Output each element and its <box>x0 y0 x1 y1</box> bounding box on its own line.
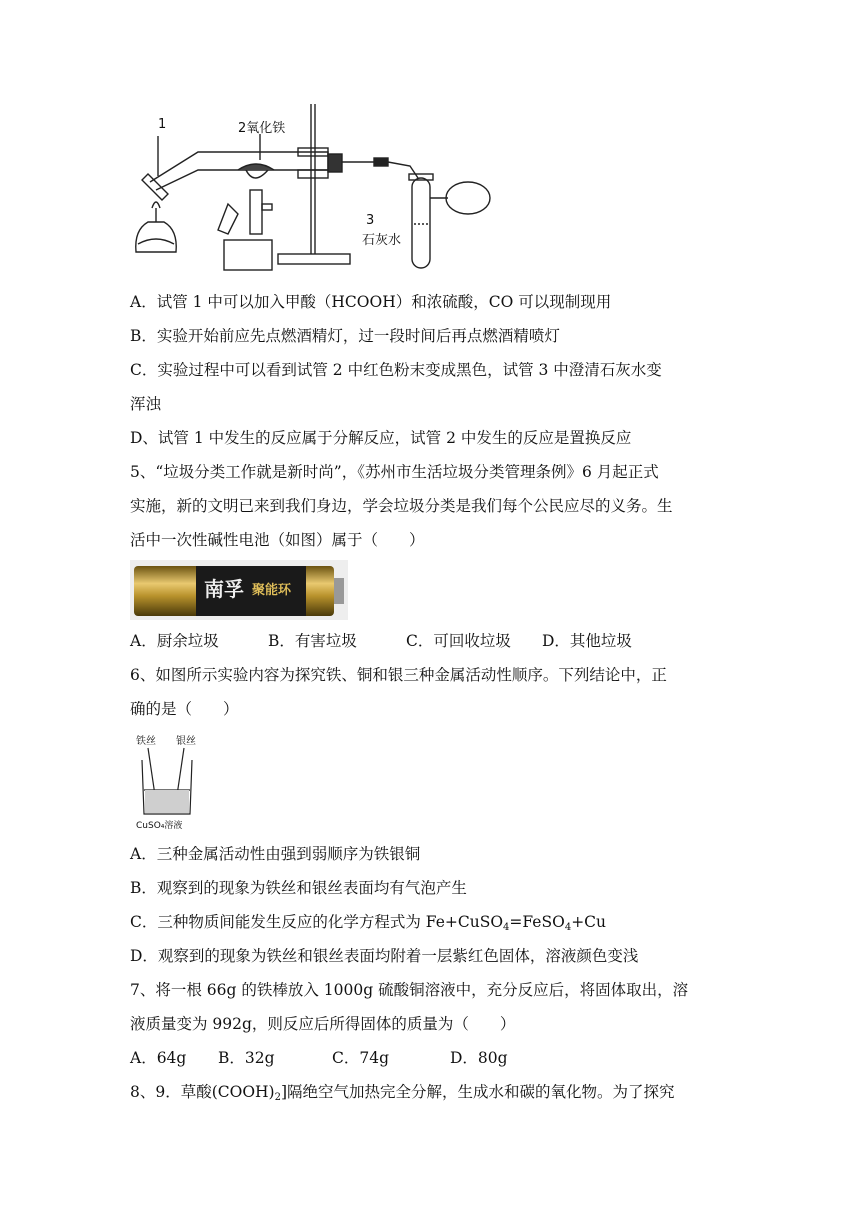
q6-option-d: D．观察到的现象为铁丝和银丝表面均附着一层紫红色固体，溶液颜色变浅 <box>130 947 639 965</box>
q5-stem-line2: 实施，新的文明已来到我们身边，学会垃圾分类是我们每个公民应尽的义务。生 <box>130 497 673 515</box>
tube1-label: 1 <box>158 117 167 132</box>
q8-stem-line1: 8、9．草酸$(COOH)_2$]隔绝空气加热完全分解，生成水和碳的氧化物。为了探究 <box>130 1083 675 1103</box>
q5-stem-line3: 活中一次性碱性电池（如图）属于（ ） <box>130 531 425 549</box>
q6-stem-line1: 6、如图所示实验内容为探究铁、铜和银三种金属活动性顺序。下列结论中，正 <box>130 666 667 684</box>
q7-option-a: A．64g <box>130 1049 187 1067</box>
cuso4-solution-label: CuSO₄溶液 <box>136 821 183 831</box>
q5-option-b: B．有害垃圾 <box>268 632 357 650</box>
q4-option-a: A．试管 1 中可以加入甲酸（HCOOH）和浓硫酸，CO 可以现制现用 <box>130 293 612 311</box>
q4-option-c-line1: C．实验过程中可以看到试管 2 中红色粉末变成黑色，试管 3 中澄清石灰水变 <box>130 361 662 379</box>
battery-sub: 聚能环 <box>252 583 292 598</box>
q5-options <box>130 631 632 651</box>
q5-stem-line1: 5、“垃圾分类工作就是新时尚”，《苏州市生活垃圾分类管理条例》6 月起正式 <box>130 463 659 481</box>
apparatus-figure <box>128 104 498 276</box>
tube3-label: 3 <box>366 213 375 228</box>
q6-option-b: B．观察到的现象为铁丝和银丝表面均有气泡产生 <box>130 879 467 897</box>
q7-option-c: C．74g <box>332 1049 390 1067</box>
q7-stem-line1: 7、将一根 66g 的铁棒放入 1000g 硫酸铜溶液中，充分反应后，将固体取出，溶 <box>130 981 689 999</box>
beaker-figure <box>132 732 212 832</box>
q4-option-b: B．实验开始前应先点燃酒精灯，过一段时间后再点燃酒精喷灯 <box>130 327 560 345</box>
q7-option-d: D．80g <box>450 1049 508 1067</box>
q6-option-c: C．三种物质间能发生反应的化学方程式为 Fe+CuSO$_4$=FeSO$_4$+Cu <box>130 913 607 933</box>
battery-image <box>130 560 348 620</box>
q4-option-d: D、试管 1 中发生的反应属于分解反应，试管 2 中发生的反应是置换反应 <box>130 429 632 447</box>
q4-option-c-line2: 浑浊 <box>130 395 162 413</box>
battery-brand: 南孚 <box>204 577 244 601</box>
limewater-label: 石灰水 <box>362 233 402 248</box>
q7-option-b: B．32g <box>218 1049 275 1067</box>
q6-option-a: A．三种金属活动性由强到弱顺序为铁银铜 <box>130 845 421 863</box>
q5-option-d: D．其他垃圾 <box>542 632 632 650</box>
iron-wire-label: 铁丝 <box>136 736 156 747</box>
silver-wire-label: 银丝 <box>176 736 196 747</box>
q5-option-c: C．可回收垃圾 <box>406 632 511 650</box>
q7-stem-line2: 液质量变为 992g，则反应后所得固体的质量为（ ） <box>130 1015 516 1033</box>
q6-stem-line2: 确的是（ ） <box>130 700 239 718</box>
tube2-label: 2氧化铁 <box>238 121 286 136</box>
q7-options <box>130 1048 508 1068</box>
q5-option-a: A．厨余垃圾 <box>130 632 219 650</box>
